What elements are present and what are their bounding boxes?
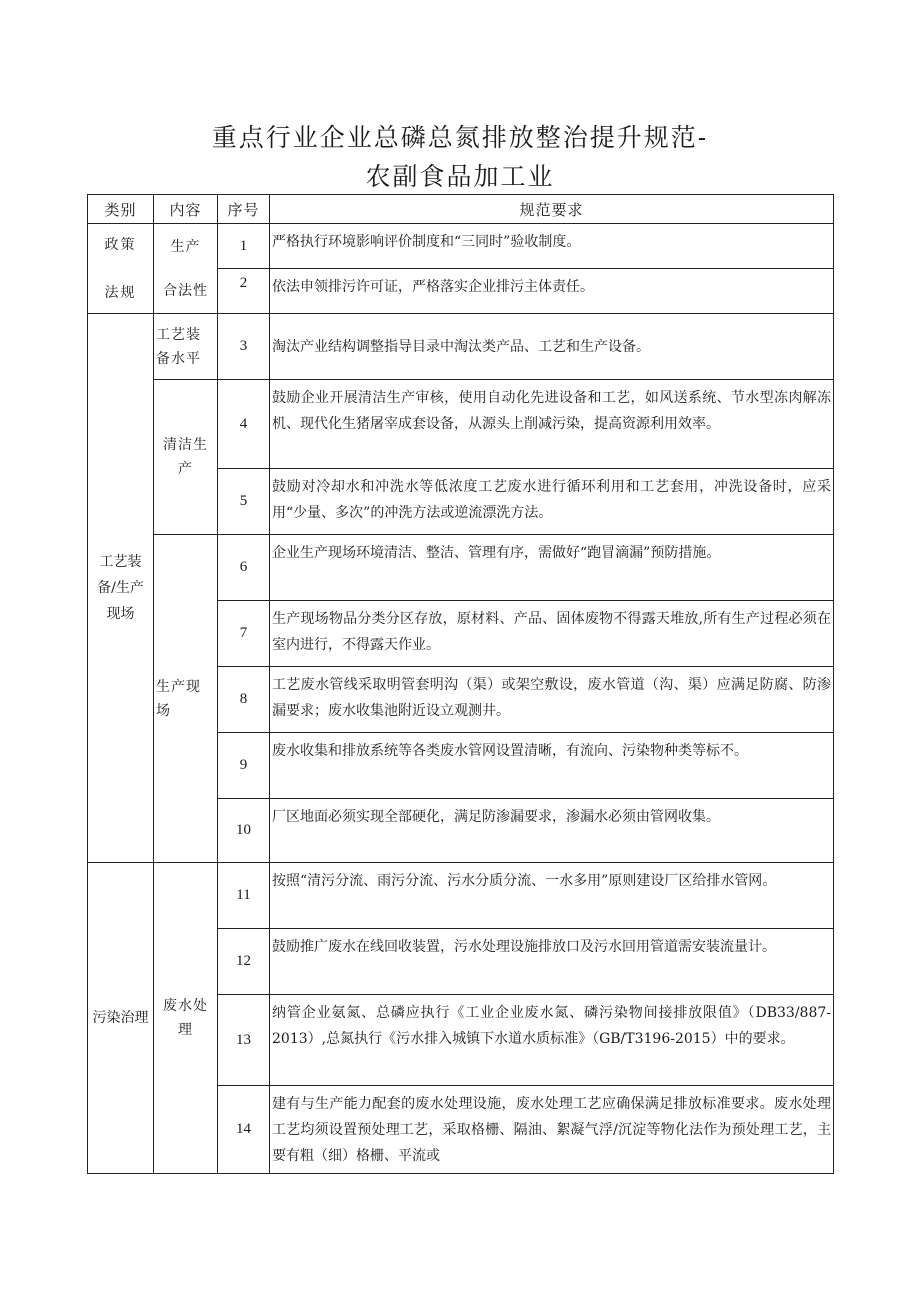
requirement-cell: 按照“清污分流、雨污分流、污水分质分流、一水多用”原则建设厂区给排水管网。 xyxy=(270,863,834,929)
table-row xyxy=(88,863,834,929)
requirement-cell: 鼓励企业开展清洁生产审核，使用自动化先进设备和工艺，如风送系统、节水型冻肉解冻机、现代化生猪屠宰成套设备，从源头上削减污染，提高资源利用效率。 xyxy=(270,380,834,469)
content-equipment-level: 工艺装备水平 xyxy=(154,314,218,380)
specification-table xyxy=(87,194,834,1174)
requirement-cell: 企业生产现场环境清洁、整洁、管理有序，需做好“跑冒滴漏”预防措施。 xyxy=(270,535,834,601)
category-process-site: 工艺装备/生产现场 xyxy=(88,314,154,863)
seq-cell: 8 xyxy=(218,667,270,733)
header-content: 内容 xyxy=(154,195,218,224)
content-wastewater-treatment: 废水处理 xyxy=(154,863,218,1174)
seq-cell: 10 xyxy=(218,799,270,863)
header-requirement: 规范要求 xyxy=(270,195,834,224)
table-row xyxy=(88,535,834,601)
table-row xyxy=(88,380,834,469)
header-category: 类别 xyxy=(88,195,154,224)
requirement-cell: 废水收集和排放系统等各类废水管网设置清晰，有流向、污染物种类等标不。 xyxy=(270,733,834,799)
seq-cell: 3 xyxy=(218,314,270,380)
category-policy xyxy=(88,224,154,314)
table-row xyxy=(88,224,834,269)
requirement-cell: 生产现场物品分类分区存放，原材料、产品、固体废物不得露天堆放,所有生产过程必须在室内进行，不得露天作业。 xyxy=(270,601,834,667)
content-legality-line2: 合法性 xyxy=(163,282,208,299)
seq-cell: 11 xyxy=(218,863,270,929)
document-title-line1: 重点行业企业总磷总氮排放整治提升规范- xyxy=(211,123,709,152)
content-legality xyxy=(154,224,218,314)
category-policy-line2: 法规 xyxy=(104,284,137,301)
seq-cell: 4 xyxy=(218,380,270,469)
seq-cell: 7 xyxy=(218,601,270,667)
seq-cell: 12 xyxy=(218,929,270,995)
seq-cell: 13 xyxy=(218,995,270,1086)
requirement-cell: 鼓励推广废水在线回收装置，污水处理设施排放口及污水回用管道需安装流量计。 xyxy=(270,929,834,995)
seq-cell: 6 xyxy=(218,535,270,601)
seq-cell: 9 xyxy=(218,733,270,799)
content-legality-line1: 生产 xyxy=(170,238,201,255)
seq-cell: 2 xyxy=(218,269,270,314)
seq-cell: 14 xyxy=(218,1086,270,1174)
seq-cell: 5 xyxy=(218,469,270,535)
table-row xyxy=(88,314,834,380)
requirement-cell: 严格执行环境影响评价制度和“三同时”验收制度。 xyxy=(270,224,834,269)
content-clean-production: 清洁生产 xyxy=(154,380,218,535)
requirement-cell: 纳管企业氨氮、总磷应执行《工业企业废水氮、磷污染物间接排放限值》（DB33/887-2013）,总氮执行《污水排入城镇下水道水质标准》（GB/T3196-2015）中的要求。 xyxy=(270,995,834,1086)
requirement-cell: 依法申领排污许可证，严格落实企业排污主体责任。 xyxy=(270,269,834,314)
header-seq: 序号 xyxy=(218,195,270,224)
category-pollution-control: 污染治理 xyxy=(88,863,154,1174)
content-production-site: 生产现场 xyxy=(154,535,218,863)
category-policy-line1: 政策 xyxy=(104,236,137,253)
requirement-cell: 建有与生产能力配套的废水处理设施，废水处理工艺应确保满足排放标准要求。废水处理工艺均须设置预处理工艺，采取格栅、隔油、絮凝气浮/沉淀等物化法作为预处理工艺，主要有粗（细）格栅、平流或 xyxy=(270,1086,834,1174)
requirement-cell: 淘汰产业结构调整指导目录中淘汰类产品、工艺和生产设备。 xyxy=(270,314,834,380)
requirement-cell: 厂区地面必须实现全部硬化，满足防渗漏要求，渗漏水必须由管网收集。 xyxy=(270,799,834,863)
seq-cell: 1 xyxy=(218,224,270,269)
requirement-cell: 鼓励对冷却水和冲洗水等低浓度工艺废水进行循环利用和工艺套用，冲洗设备时，应采用“少量、多次”的冲洗方法或逆流漂洗方法。 xyxy=(270,469,834,535)
table-header-row xyxy=(88,195,834,224)
requirement-cell: 工艺废水管线采取明管套明沟（渠）或架空敷设，废水管道（沟、渠）应满足防腐、防渗漏要求；废水收集池附近设立观测井。 xyxy=(270,667,834,733)
document-title-line2: 农副食品加工业 xyxy=(365,162,555,191)
